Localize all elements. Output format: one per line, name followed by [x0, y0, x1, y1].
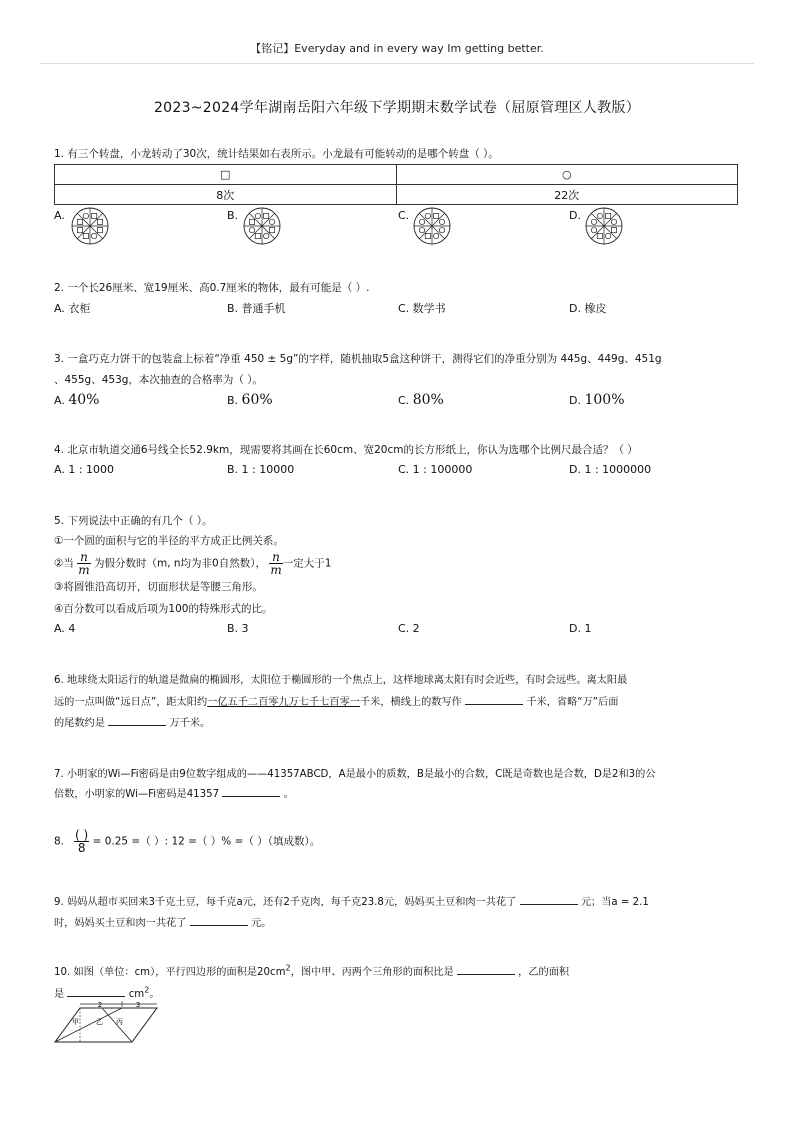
- circle-symbol: [263, 233, 268, 238]
- statement-text: 千米，横线上的数写作: [360, 697, 462, 708]
- answer-blank[interactable]: [520, 904, 578, 905]
- square-symbol: [606, 213, 611, 218]
- q1-option-a-spinner: [70, 206, 110, 246]
- fraction-numerator-blank[interactable]: ( ): [75, 828, 89, 842]
- statement-text: 的尾数约是: [54, 718, 105, 729]
- answer-blank[interactable]: [190, 925, 248, 926]
- question-7-line-2: [54, 785, 294, 800]
- statement-text: 。: [283, 789, 294, 800]
- header-motto: 【铭记】Everyday and in every way Im getting better.: [250, 42, 544, 55]
- statement-text: 9. 妈妈从超市买回来3千克土豆，每千克a元，还有2千克肉，每千克23.8元，妈妈买土豆和肉一共花了: [54, 897, 517, 908]
- square-symbol: [597, 233, 602, 238]
- table-count-circle: 22次: [396, 185, 738, 205]
- question-6-line-3: [54, 714, 210, 729]
- q1-option-c-label: C.: [398, 209, 410, 222]
- circle-symbol: [249, 227, 254, 232]
- option-value: 80%: [412, 392, 444, 408]
- square-symbol: [97, 219, 102, 224]
- parallelogram-figure: [52, 1000, 162, 1046]
- q5-option-a: A. 4: [54, 622, 76, 635]
- question-8: [54, 829, 320, 854]
- figure-label-jia: 甲: [72, 1018, 79, 1026]
- q1-option-d-spinner: [584, 206, 624, 246]
- circle-symbol: [91, 233, 96, 238]
- q1-option-b-spinner: [242, 206, 282, 246]
- statement-text: 元；当a = 2.1: [580, 897, 649, 908]
- circle-symbol: [439, 227, 444, 232]
- q1-option-c-spinner: [412, 206, 452, 246]
- question-10-line-1: [54, 963, 569, 978]
- q4-option-b: B. 1 : 10000: [227, 463, 295, 476]
- figure-label-yi: 乙: [96, 1018, 103, 1026]
- fraction-denominator: m: [78, 563, 90, 577]
- square-symbol: [97, 228, 102, 233]
- table-head-square: □: [55, 165, 397, 185]
- q1-option-d-label: D.: [569, 209, 581, 222]
- square-symbol: [611, 228, 616, 233]
- statement-text: 万千米。: [169, 718, 211, 729]
- figure-length-label-3: 3: [135, 1001, 141, 1009]
- fraction-n-over-m: [77, 551, 90, 576]
- q5-statement-4: ④百分数可以看成后项为100的特殊形式的比。: [54, 603, 273, 615]
- statement-text: 10. 如图（单位：cm），平行四边形的面积是20cm: [54, 967, 286, 978]
- square-symbol: [77, 228, 82, 233]
- square-symbol: [434, 213, 439, 218]
- square-symbol: [255, 233, 260, 238]
- circle-symbol: [605, 233, 610, 238]
- option-letter: B.: [227, 394, 239, 407]
- option-value: 60%: [241, 392, 273, 408]
- question-9-line-1: [54, 893, 649, 908]
- q2-option-b: B. 普通手机: [227, 302, 286, 315]
- circle-symbol: [425, 213, 430, 218]
- spinner-b-icon: [242, 206, 282, 246]
- answer-blank[interactable]: [222, 796, 280, 797]
- question-1-stem: 1. 有三个转盘，小龙转动了30次，统计结果如右表所示。小龙最有可能转动的是哪个转盘（ ）。: [54, 148, 499, 160]
- fraction-numerator: n: [269, 551, 282, 564]
- statement-text: 为假分数时（m, n均为非0自然数），: [94, 557, 266, 570]
- question-1-table: [54, 164, 738, 205]
- question-6-line-1: 6. 地球绕太阳运行的轨道是微扁的椭圆形，太阳位于椭圆形的一个焦点上，这样地球离太阳有时会近些，有时会远些。离太阳最: [54, 675, 628, 686]
- q5-option-b: B. 3: [227, 622, 249, 635]
- circle-symbol: [611, 219, 616, 224]
- statement-text: ，图中甲、丙两个三角形的面积比是: [290, 967, 454, 978]
- q5-statement-2: [54, 551, 331, 576]
- q2-option-c: C. 数学书: [398, 302, 446, 315]
- question-4-stem: 4. 北京市轨道交通6号线全长52.9km，现需要将其画在长60cm、宽20cm的长方形纸上，你认为选哪个比例尺最合适？（ ）: [54, 444, 638, 456]
- table-count-square: 8次: [55, 185, 397, 205]
- figure-length-label-2: 2: [97, 1001, 103, 1009]
- q3-option-d: [569, 392, 625, 408]
- question-3-line-1: 3. 一盒巧克力饼干的包装盒上标着“净重 450 ± 5g”的字样，随机抽取5盒这种饼干，测得它们的净重分别为 445g、449g、451g: [54, 353, 662, 365]
- q5-statement-1: ①一个圆的面积与它的半径的平方成正比例关系。: [54, 535, 284, 547]
- option-letter: D.: [569, 394, 581, 407]
- figure-label-bing: 丙: [116, 1018, 123, 1026]
- q1-option-b-label: B.: [227, 209, 239, 222]
- circle-symbol: [269, 219, 274, 224]
- question-5-stem: 5. 下列说法中正确的有几个（ ）。: [54, 515, 213, 527]
- statement-text: 一定大于1: [282, 557, 332, 570]
- circle-symbol: [255, 213, 260, 218]
- option-value: 100%: [584, 392, 625, 408]
- q4-option-c: C. 1 : 100000: [398, 463, 473, 476]
- statement-text: 远的一点叫做“远日点”，距太阳约: [54, 697, 208, 708]
- page-title: 2023~2024学年湖南岳阳六年级下学期期末数学试卷（屈原管理区人教版）: [153, 100, 641, 116]
- underlined-number-words: 一亿五千二百零九万七千七百零一: [207, 697, 360, 708]
- statement-text: ，乙的面积: [518, 967, 570, 978]
- question-2-stem: 2. 一个长26厘米、宽19厘米、高0.7厘米的物体，最有可能是（ ）.: [54, 282, 370, 294]
- q2-option-a: A. 衣柜: [54, 302, 91, 315]
- option-letter: C.: [398, 394, 410, 407]
- superscript: 2: [285, 963, 291, 973]
- square-symbol: [249, 219, 254, 224]
- option-letter: A.: [54, 394, 65, 407]
- q5-option-d: D. 1: [569, 622, 592, 635]
- question-6-line-2: [54, 693, 618, 708]
- circle-symbol: [591, 227, 596, 232]
- question-3-line-2: 、455g、453g，本次抽查的合格率为（ ）。: [54, 374, 263, 386]
- spinner-c-icon: [412, 206, 452, 246]
- answer-blank[interactable]: [108, 725, 166, 726]
- q3-option-c: [398, 392, 444, 408]
- circle-symbol: [83, 213, 88, 218]
- question-number: 8.: [54, 835, 65, 848]
- statement-text: 。: [149, 989, 160, 1000]
- superscript: 2: [144, 985, 150, 995]
- square-symbol: [83, 233, 88, 238]
- q3-option-b: [227, 392, 273, 408]
- statement-text: cm: [128, 989, 145, 1000]
- q4-option-a: A. 1 : 1000: [54, 463, 115, 476]
- q1-option-a-label: A.: [54, 209, 65, 222]
- answer-blank[interactable]: [457, 974, 515, 975]
- statement-text: 是: [54, 989, 65, 1000]
- q4-option-d: D. 1 : 1000000: [569, 463, 652, 476]
- fraction-blank-over-8: [74, 829, 89, 854]
- fraction-n-over-m: [269, 551, 282, 576]
- square-symbol: [425, 233, 430, 238]
- table-head-circle: ○: [396, 165, 738, 185]
- question-7-line-1: 7. 小明家的Wi—Fi密码是由9位数字组成的——41357ABCD，A是最小的质数，B是最小的合数，C既是奇数也是合数，D是2和3的公: [54, 769, 656, 780]
- circle-symbol: [419, 219, 424, 224]
- square-symbol: [264, 213, 269, 218]
- statement-text: ②当: [54, 557, 74, 570]
- spinner-d-icon: [584, 206, 624, 246]
- statement-text: 元。: [250, 918, 272, 929]
- circle-symbol: [591, 219, 596, 224]
- square-symbol: [92, 213, 97, 218]
- square-symbol: [269, 228, 274, 233]
- q5-statement-3: ③将圆锥沿高切开，切面形状是等腰三角形。: [54, 581, 263, 593]
- q3-option-a: [54, 392, 99, 408]
- square-symbol: [77, 219, 82, 224]
- answer-blank[interactable]: [465, 704, 523, 705]
- q5-option-c: C. 2: [398, 622, 420, 635]
- fraction-numerator: n: [77, 551, 90, 564]
- question-9-line-2: [54, 914, 271, 929]
- header-divider: [40, 63, 754, 64]
- spinner-a-icon: [70, 206, 110, 246]
- circle-symbol: [597, 213, 602, 218]
- statement-text: 千米，省略“万”后面: [526, 697, 619, 708]
- circle-symbol: [433, 233, 438, 238]
- question-10-line-2: [54, 985, 160, 1000]
- fraction-denominator: m: [270, 563, 282, 577]
- answer-blank[interactable]: [67, 996, 125, 997]
- statement-text: = 0.25 =（ ）: 12 =（ ）% =（ ）（填成数）。: [92, 835, 321, 848]
- statement-text: 时，妈妈买土豆和肉一共花了: [54, 918, 187, 929]
- fraction-denominator: 8: [77, 841, 86, 855]
- circle-symbol: [439, 219, 444, 224]
- option-value: 40%: [68, 392, 100, 408]
- q2-option-d: D. 橡皮: [569, 302, 607, 315]
- circle-symbol: [419, 227, 424, 232]
- statement-text: 倍数，小明家的Wi—Fi密码是41357: [54, 789, 220, 800]
